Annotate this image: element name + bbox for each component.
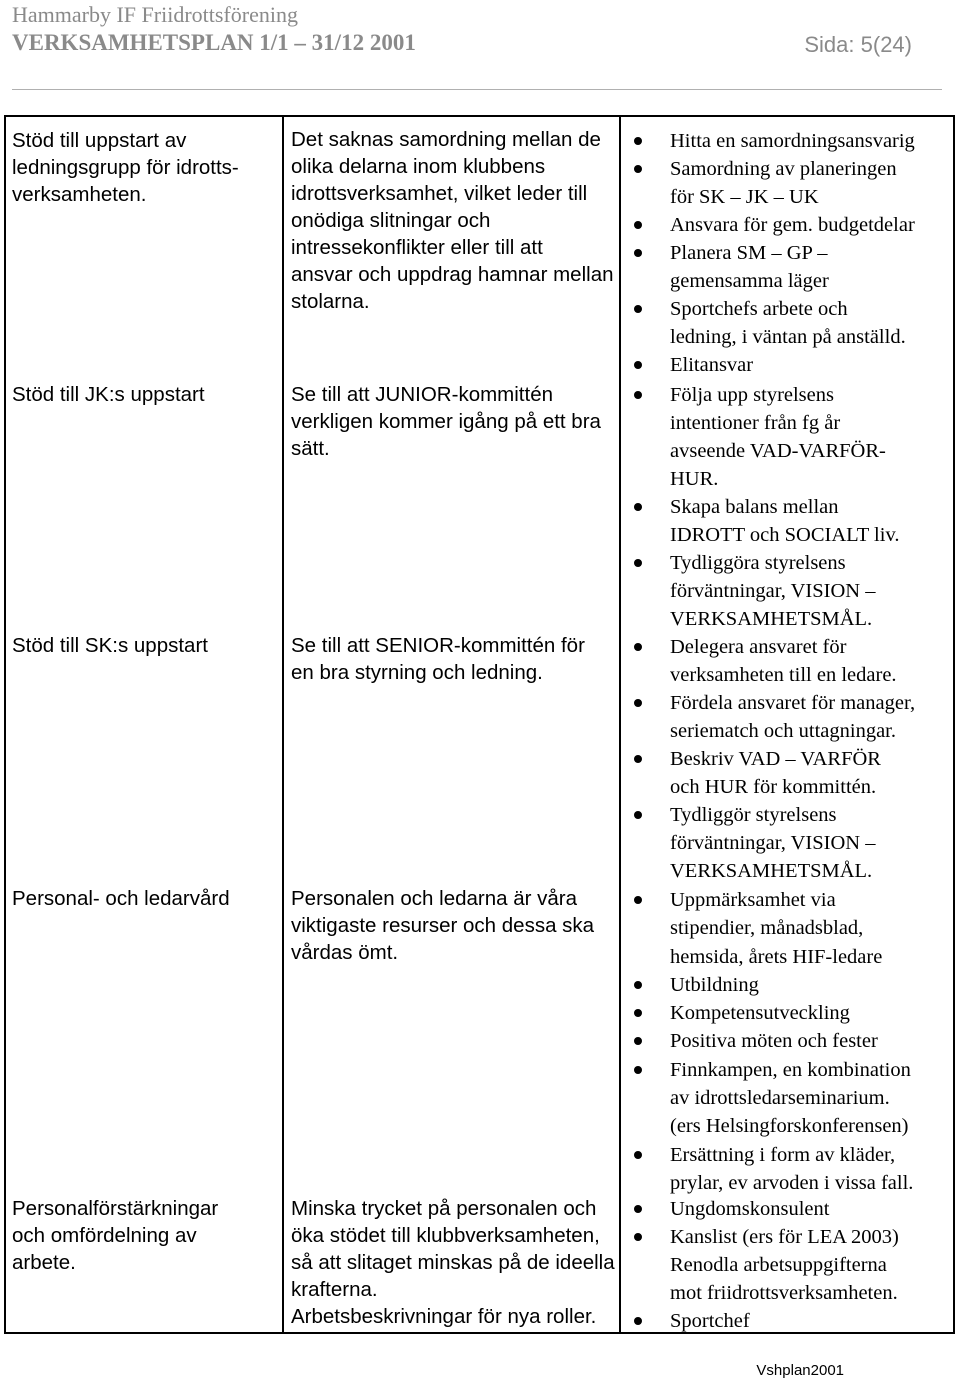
action-item: Planera SM – GP – gemensamma läger (630, 239, 952, 295)
action-item: Finnkampen, en kombination av idrottsledarseminarium. (ers Helsingforskonferensen) (630, 1056, 952, 1141)
action-item: Tydliggör styrelsens förväntningar, VISION – VERKSAMHETSMÅL. (630, 801, 952, 885)
action-item: Kompetensutveckling (630, 999, 952, 1027)
action-item: Delegera ansvaret för verksamheten till en ledare. (630, 633, 952, 689)
action-item: Följa upp styrelsens intentioner från fg år avseende VAD-VARFÖR- HUR. (630, 381, 952, 493)
description-line: Personalen och ledarna är våra (291, 887, 578, 910)
column-divider (619, 117, 621, 1332)
row-area (12, 885, 274, 912)
action-item: Ansvara för gem. budgetdelar (630, 211, 952, 239)
action-item: Fördela ansvaret för manager, seriematch och uttagningar. (630, 689, 952, 745)
action-item: Samordning av planeringen för SK – JK – UK (630, 155, 952, 211)
description-line: Minska trycket på personalen och (291, 1197, 597, 1220)
bullet-icon (634, 1009, 642, 1017)
description-line: sätt. (291, 437, 330, 460)
bullet-icon (634, 165, 642, 173)
bullet-icon (634, 559, 642, 567)
description-line: vårdas ömt. (291, 941, 399, 964)
area-line: Personal- och ledarvård (12, 887, 230, 910)
row-actions (630, 381, 952, 633)
description-line: Se till att JUNIOR-kommittén (291, 383, 553, 406)
bullet-icon (634, 361, 642, 369)
bullet-icon (634, 755, 642, 763)
row-actions (630, 127, 952, 379)
row-actions (630, 1195, 952, 1335)
bullet-icon (634, 981, 642, 989)
bullet-icon (634, 1037, 642, 1045)
row-area (12, 632, 274, 659)
row-area (12, 381, 274, 408)
bullet-icon (634, 137, 642, 145)
bullet-icon (634, 896, 642, 904)
area-line: Stöd till JK:s uppstart (12, 383, 205, 406)
bullet-icon (634, 811, 642, 819)
description-line: ansvar och uppdrag hamnar mellan (291, 263, 614, 286)
action-item: Tydliggöra styrelsens förväntningar, VISION – VERKSAMHETSMÅL. (630, 549, 952, 633)
action-item: Uppmärksamhet via stipendier, månadsblad, hemsida, årets HIF-ledare (630, 886, 952, 971)
bullet-icon (634, 305, 642, 313)
row-description (291, 1195, 619, 1330)
bullet-icon (634, 391, 642, 399)
document-title: VERKSAMHETSPLAN 1/1 – 31/12 2001 (12, 30, 416, 55)
action-item: Sportchef (630, 1307, 952, 1335)
bullet-icon (634, 249, 642, 257)
description-line: stolarna. (291, 290, 370, 313)
organization-name: Hammarby IF Friidrottsförening (12, 2, 298, 27)
bullet-icon (634, 503, 642, 511)
action-item: Utbildning (630, 971, 952, 999)
description-line: onödiga slitningar och (291, 209, 491, 232)
description-line: Arbetsbeskrivningar för nya roller. (291, 1305, 597, 1328)
bullet-icon (634, 1317, 642, 1325)
area-line: ledningsgrupp för idrotts- (12, 156, 239, 179)
action-item: Kanslist (ers för LEA 2003) Renodla arbetsuppgifterna mot friidrottsverksamheten. (630, 1223, 952, 1307)
description-line: olika delarna inom klubbens (291, 155, 546, 178)
plan-table (4, 115, 955, 1334)
description-line: öka stödet till klubbverksamheten, (291, 1224, 600, 1247)
description-line: så att slitaget minskas på de ideella (291, 1251, 615, 1274)
column-divider (282, 117, 284, 1332)
description-line: idrottsverksamhet, vilket leder till (291, 182, 588, 205)
bullet-icon (634, 1151, 642, 1159)
area-line: verksamheten. (12, 183, 147, 206)
description-line: viktigaste resurser och dessa ska (291, 914, 595, 937)
row-description (291, 126, 619, 315)
description-line: en bra styrning och ledning. (291, 661, 543, 684)
row-description (291, 885, 619, 966)
bullet-icon (634, 1205, 642, 1213)
bullet-icon (634, 1233, 642, 1241)
action-item: Ungdomskonsulent (630, 1195, 952, 1223)
action-item: Elitansvar (630, 351, 952, 379)
description-line: Se till att SENIOR-kommittén för (291, 634, 585, 657)
description-line: Det saknas samordning mellan de (291, 128, 601, 151)
description-line: intressekonflikter eller till att (291, 236, 543, 259)
action-item: Ersättning i form av kläder, prylar, ev arvoden i vissa fall. (630, 1141, 952, 1198)
bullet-icon (634, 643, 642, 651)
page-number: Sida: 5(24) (804, 32, 912, 57)
row-description (291, 381, 619, 462)
row-description (291, 632, 619, 686)
area-line: och omfördelning av (12, 1224, 197, 1247)
row-actions (630, 886, 952, 1197)
footer-filename: Vshplan2001 (756, 1362, 844, 1379)
description-line: krafterna. (291, 1278, 378, 1301)
area-line: Personalförstärkningar (12, 1197, 219, 1220)
bullet-icon (634, 699, 642, 707)
row-area (12, 1195, 274, 1276)
header-divider (12, 89, 942, 90)
action-item: Positiva möten och fester (630, 1027, 952, 1055)
bullet-icon (634, 221, 642, 229)
row-area (12, 127, 274, 208)
description-line: verkligen kommer igång på ett bra (291, 410, 601, 433)
area-line: Stöd till uppstart av (12, 129, 187, 152)
area-line: Stöd till SK:s uppstart (12, 634, 208, 657)
action-item: Sportchefs arbete och ledning, i väntan på anställd. (630, 295, 952, 351)
row-actions (630, 633, 952, 885)
action-item: Skapa balans mellan IDROTT och SOCIALT liv. (630, 493, 952, 549)
action-item: Hitta en samordningsansvarig (630, 127, 952, 155)
area-line: arbete. (12, 1251, 76, 1274)
bullet-icon (634, 1066, 642, 1074)
action-item: Beskriv VAD – VARFÖR och HUR för kommittén. (630, 745, 952, 801)
